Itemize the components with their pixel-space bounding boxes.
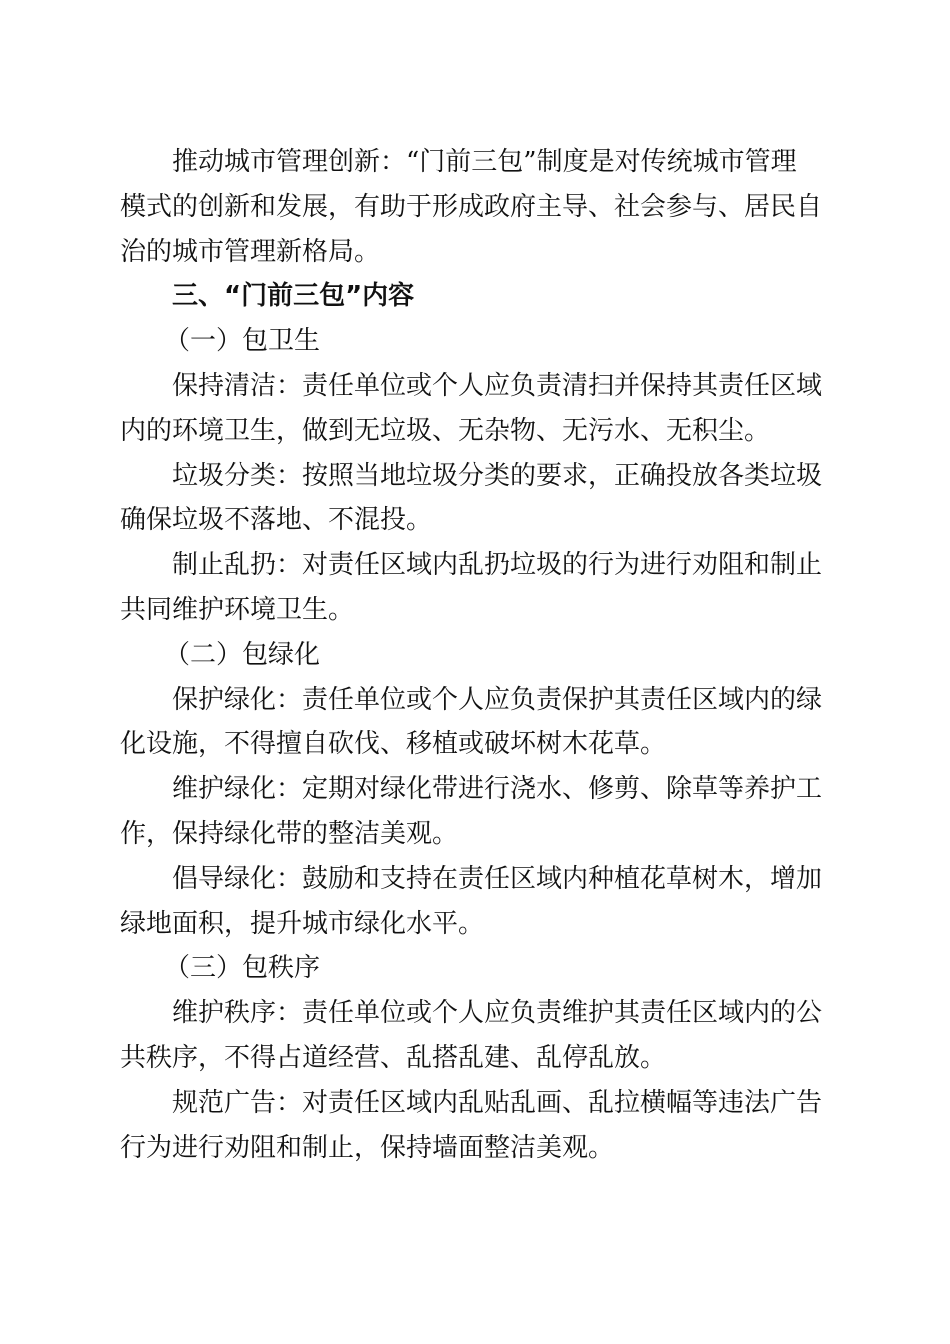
text-line: 共秩序，不得占道经营、乱搭乱建、乱停乱放。 xyxy=(120,1042,667,1073)
paragraph-advertising xyxy=(120,1081,830,1171)
text-line: 保持清洁：责任单位或个人应负责清扫并保持其责任区域 xyxy=(172,370,823,401)
heading-text: （二）包绿化 xyxy=(164,639,321,670)
paragraph-promote-green xyxy=(120,857,830,947)
text-line: 倡导绿化：鼓励和支持在责任区域内种植花草树木，增加 xyxy=(172,863,823,894)
text-line: 内的环境卫生，做到无垃圾、无杂物、无污水、无积尘。 xyxy=(120,415,771,446)
text-line: 绿地面积，提升城市绿化水平。 xyxy=(120,908,485,939)
text-line: 维护绿化：定期对绿化带进行浇水、修剪、除草等养护工 xyxy=(172,774,823,805)
paragraph-maintain-green xyxy=(120,767,830,857)
heading-text: （一）包卫生 xyxy=(164,326,321,357)
text-line: 确保垃圾不落地、不混投。 xyxy=(120,505,433,536)
heading-text: 三、“门前三包”内容 xyxy=(172,281,415,312)
section-heading xyxy=(120,274,830,319)
document-page xyxy=(120,140,830,1170)
paragraph-maintain-order xyxy=(120,991,830,1081)
paragraph-sorting xyxy=(120,454,830,544)
paragraph-protect-green xyxy=(120,678,830,768)
text-line: 维护秩序：责任单位或个人应负责维护其责任区域内的公 xyxy=(172,998,823,1029)
text-line: 作，保持绿化带的整洁美观。 xyxy=(120,818,459,849)
text-line: 治的城市管理新格局。 xyxy=(120,236,381,267)
text-line: 共同维护环境卫生。 xyxy=(120,594,355,625)
paragraph-innovation xyxy=(120,140,830,274)
text-line: 制止乱扔：对责任区域内乱扔垃圾的行为进行劝阻和制止 xyxy=(172,550,823,581)
heading-text: （三）包秩序 xyxy=(164,953,321,984)
text-line: 行为进行劝阻和制止，保持墙面整洁美观。 xyxy=(120,1132,615,1163)
text-line: 化设施，不得擅自砍伐、移植或破坏树木花草。 xyxy=(120,729,667,760)
text-line: 规范广告：对责任区域内乱贴乱画、乱拉横幅等违法广告 xyxy=(172,1087,823,1118)
text-line: 模式的创新和发展，有助于形成政府主导、社会参与、居民自 xyxy=(120,191,823,222)
paragraph-keep-clean xyxy=(120,364,830,454)
text-line: 推动城市管理创新：“门前三包”制度是对传统城市管理 xyxy=(172,147,797,177)
subsection-heading-order xyxy=(120,946,830,991)
text-line: 保护绿化：责任单位或个人应负责保护其责任区域内的绿 xyxy=(172,684,823,715)
subsection-heading-sanitation xyxy=(120,319,830,364)
subsection-heading-greening xyxy=(120,633,830,678)
paragraph-littering xyxy=(120,543,830,633)
text-line: 垃圾分类：按照当地垃圾分类的要求，正确投放各类垃圾 xyxy=(172,460,823,491)
